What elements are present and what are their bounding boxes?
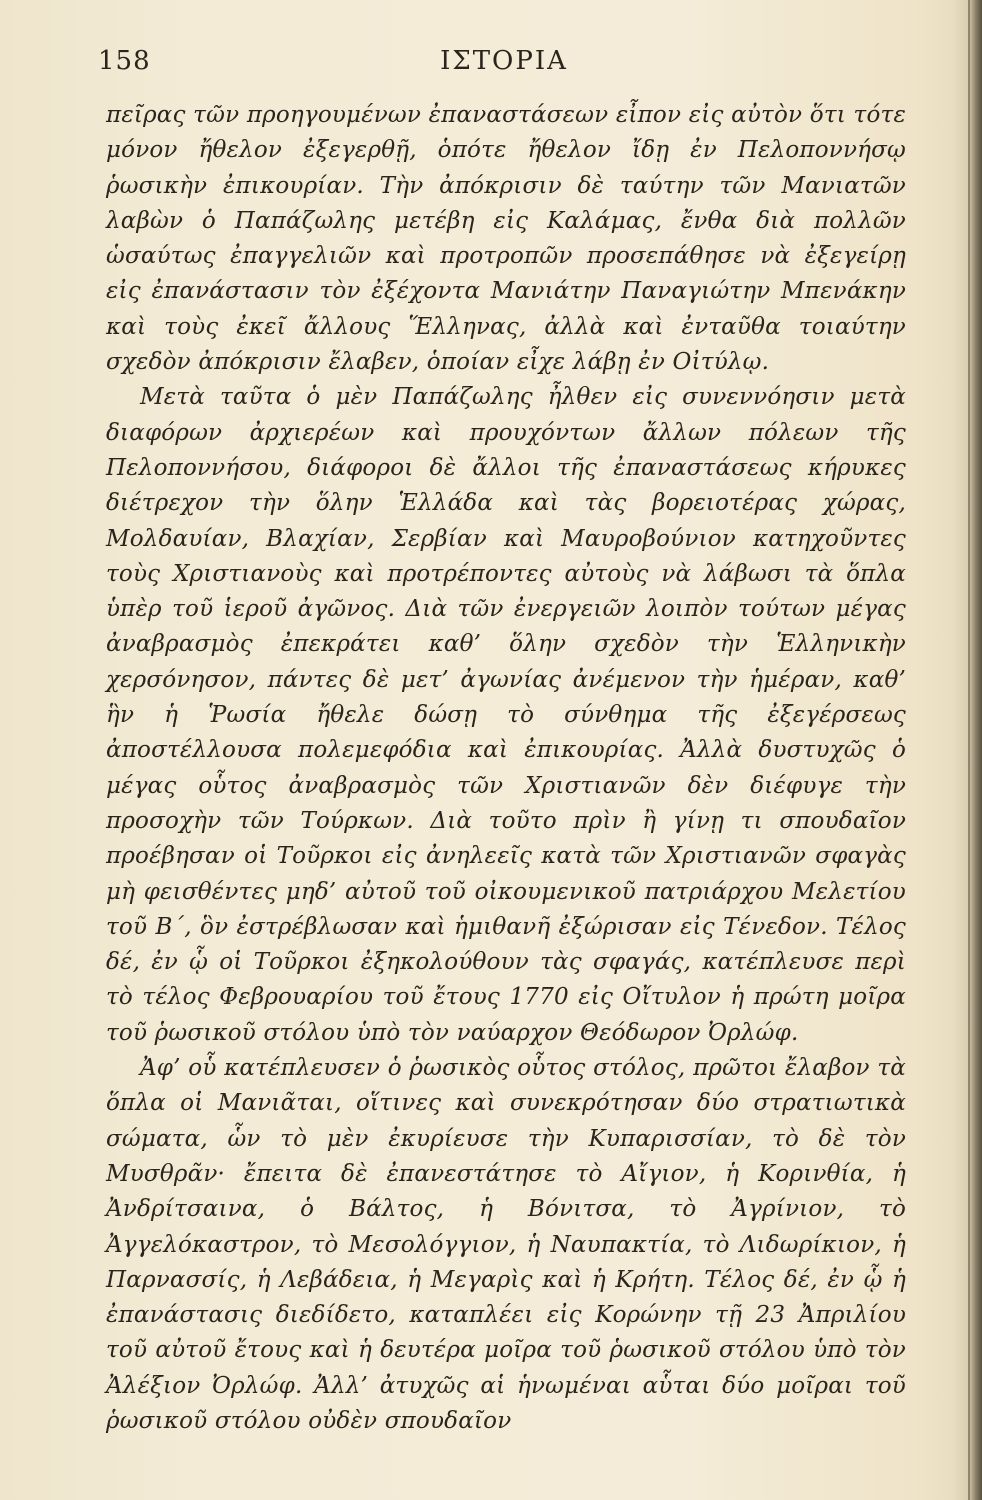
running-title: ΙΣΤΟΡΙΑ xyxy=(440,46,568,76)
page-edge-line xyxy=(968,0,970,1500)
body-text xyxy=(106,98,906,1439)
paragraph-3: Ἀφ’ οὗ κατέπλευσεν ὁ ῥωσικὸς οὗτος στόλος, πρῶτοι ἔλαβον τὰ ὅπλα οἱ Μανιᾶται, οἵτινες καὶ συνεκρότησαν δύο στρατιωτικὰ σώματα, ὧν τὸ μὲν ἐκυρίευσε τὴν Κυπαρισσίαν, τὸ δὲ τὸν Μυσθρᾶν· ἔπειτα δὲ ἐπανεστάτησε τὸ Αἴγιον, ἡ Κορινθία, ἡ Ἀνδρίτσαινα, ὁ Βάλτος, ἡ Βόνιτσα, τὸ Ἀγρίνιον, τὸ Ἀγγελόκαστρον, τὸ Μεσολόγγιον, ἡ Ναυπακτία, τὸ Λιδωρίκιον, ἡ Παρνασσίς, ἡ Λεβάδεια, ἡ Μεγαρὶς καὶ ἡ Κρήτη. Τέλος δέ, ἐν ᾧ ἡ ἐπανάστασις διεδίδετο, καταπλέει εἰς Κορώνην τῇ 23 Ἀπριλίου τοῦ αὐτοῦ ἔτους καὶ ἡ δευτέρα μοῖρα τοῦ ῥωσικοῦ στόλου ὑπὸ τὸν Ἀλέξιον Ὀρλώφ. Ἀλλ’ ἀτυχῶς αἱ ἡνωμέναι αὗται δύο μοῖραι τοῦ ῥωσικοῦ στόλου οὐδὲν σπουδαῖον xyxy=(106,1055,906,1434)
paragraph-1: πεῖρας τῶν προηγουμένων ἐπαναστάσεων εἶπον εἰς αὐτὸν ὅτι τότε μόνον ἤθελον ἐξεγερθῇ, ὁπότε ἤθελον ἴδῃ ἐν Πελοποννήσῳ ῥωσικὴν ἐπικουρίαν. Τὴν ἀπόκρισιν δὲ ταύτην τῶν Μανιατῶν λαβὼν ὁ Παπάζωλης μετέβη εἰς Καλάμας, ἔνθα διὰ πολλῶν ὡσαύτως ἐπαγγελιῶν καὶ προτροπῶν προσεπάθησε νὰ ἐξεγείρῃ εἰς ἐπανάστασιν τὸν ἐξέχοντα Μανιάτην Παναγιώτην Μπενάκην καὶ τοὺς ἐκεῖ ἄλλους Ἕλληνας, ἀλλὰ καὶ ἐνταῦθα τοιαύτην σχεδὸν ἀπόκρισιν ἔλαβεν, ὁποίαν εἶχε λάβῃ ἐν Οἰτύλῳ. xyxy=(106,102,906,376)
page-number: 158 xyxy=(98,46,151,76)
page-header xyxy=(98,44,910,84)
paragraph-2: Μετὰ ταῦτα ὁ μὲν Παπάζωλης ἦλθεν εἰς συνεννόησιν μετὰ διαφόρων ἀρχιερέων καὶ προυχόντων ἄλλων πόλεων τῆς Πελοποννήσου, διάφοροι δὲ ἄλλοι τῆς ἐπαναστάσεως κήρυκες διέτρεχον τὴν ὅλην Ἑλλάδα καὶ τὰς βορειοτέρας χώρας, Μολδαυίαν, Βλαχίαν, Σερβίαν καὶ Μαυροβούνιον κατηχοῦντες τοὺς Χριστιανοὺς καὶ προτρέποντες αὐτοὺς νὰ λάβωσι τὰ ὅπλα ὑπὲρ τοῦ ἱεροῦ ἀγῶνος. Διὰ τῶν ἐνεργειῶν λοιπὸν τούτων μέγας ἀναβρασμὸς ἐπεκράτει καθ’ ὅλην σχεδὸν τὴν Ἑλληνικὴν χερσόνησον, πάντες δὲ μετ’ ἀγωνίας ἀνέμενον τὴν ἡμέραν, καθ’ ἣν ἡ Ῥωσία ἤθελε δώσῃ τὸ σύνθημα τῆς ἐξεγέρσεως ἀποστέλλουσα πολεμεφόδια καὶ ἐπικουρίας. Ἀλλὰ δυστυχῶς ὁ μέγας οὗτος ἀναβρασμὸς τῶν Χριστιανῶν δὲν διέφυγε τὴν προσοχὴν τῶν Τούρκων. Διὰ τοῦτο πρὶν ἢ γίνῃ τι σπουδαῖον προέβησαν οἱ Τοῦρκοι εἰς ἀνηλεεῖς κατὰ τῶν Χριστιανῶν σφαγὰς μὴ φεισθέντες μηδ’ αὐτοῦ τοῦ οἰκουμενικοῦ πατριάρχου Μελετίου τοῦ Β΄, ὃν ἐστρέβλωσαν καὶ ἡμιθανῆ ἐξώρισαν εἰς Τένεδον. Τέλος δέ, ἐν ᾧ οἱ Τοῦρκοι ἐξηκολούθουν τὰς σφαγάς, κατέπλευσε περὶ τὸ τέλος Φεβρουαρίου τοῦ ἔτους 1770 εἰς Οἴτυλον ἡ πρώτη μοῖρα τοῦ ῥωσικοῦ στόλου ὑπὸ τὸν ναύαρχον Θεόδωρον Ὀρλώφ. xyxy=(106,384,906,1046)
page-edge-shadow xyxy=(952,0,982,1500)
